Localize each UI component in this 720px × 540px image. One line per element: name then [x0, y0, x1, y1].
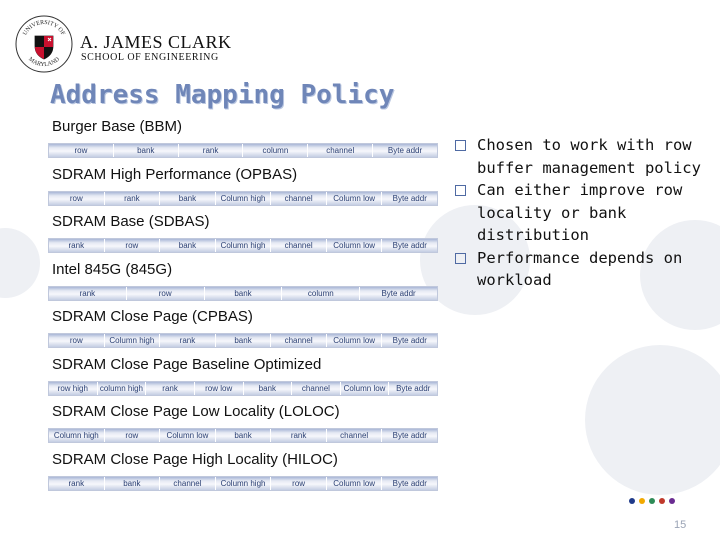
- bullet-item: [455, 134, 715, 179]
- address-field: rank: [179, 144, 244, 157]
- address-field: row: [127, 287, 205, 300]
- address-field: bank: [105, 477, 161, 490]
- bullet-box-icon: [455, 253, 466, 264]
- decorative-dot: [629, 498, 635, 504]
- bullet-box-icon: [455, 140, 466, 151]
- seal-bottom-text: MARYLAND: [27, 56, 61, 69]
- address-field: column high: [98, 382, 147, 395]
- address-field: column: [243, 144, 308, 157]
- address-field-bar: [48, 143, 438, 158]
- policy-label: Burger Base (BBM): [52, 118, 183, 135]
- address-field: Byte addr: [381, 288, 416, 298]
- address-field: Column low: [341, 382, 390, 395]
- bullet-item: [455, 179, 715, 247]
- address-field: rank: [105, 192, 161, 205]
- address-field: Byte addr: [392, 431, 427, 440]
- address-field: channel: [271, 334, 327, 347]
- address-field: channel: [271, 239, 327, 252]
- address-field: rank: [49, 477, 105, 490]
- bullet-text: Performance depends on workload: [477, 248, 683, 289]
- policy-label: SDRAM Close Page (CPBAS): [52, 308, 253, 325]
- bullet-text: Can either improve row locality or bank distribution: [477, 181, 683, 244]
- address-field: Column high: [49, 429, 105, 442]
- bullet-item: [455, 247, 715, 292]
- address-field-bar: [48, 238, 438, 253]
- address-field: channel: [160, 477, 216, 490]
- address-field: Column low: [327, 334, 383, 347]
- address-field: Column high: [216, 192, 272, 205]
- address-field: Column high: [216, 477, 272, 490]
- address-field: row: [105, 429, 161, 442]
- address-field: Column low: [160, 429, 216, 442]
- decorative-dot: [639, 498, 645, 504]
- address-field: Byte addr: [392, 336, 427, 345]
- address-field: bank: [216, 334, 272, 347]
- address-field: bank: [205, 287, 283, 300]
- address-field-bar: [48, 428, 438, 443]
- policy-label: SDRAM Base (SDBAS): [52, 213, 210, 230]
- decorative-dot: [649, 498, 655, 504]
- bg-circle-left: [0, 228, 40, 298]
- address-field: row: [271, 477, 327, 490]
- address-field: channel: [271, 192, 327, 205]
- policy-label: SDRAM Close Page Baseline Optimized: [52, 355, 322, 373]
- address-field: bank: [160, 239, 216, 252]
- address-field: channel: [327, 429, 383, 442]
- address-field: Column low: [327, 192, 383, 205]
- address-field-bar: [48, 381, 438, 396]
- slide-title: Address Mapping Policy: [50, 80, 395, 110]
- address-field: bank: [244, 382, 293, 395]
- address-field: Column low: [327, 239, 383, 252]
- address-field: bank: [114, 144, 179, 157]
- address-field: row low: [195, 382, 244, 395]
- seal-top-text: UNIVERSITY OF: [22, 19, 66, 37]
- address-field: rank: [160, 334, 216, 347]
- decorative-dot: [659, 498, 665, 504]
- policy-label: Intel 845G (845G): [52, 260, 173, 278]
- address-field-bar: [48, 333, 438, 348]
- address-field: rank: [271, 429, 327, 442]
- decorative-dots: [629, 498, 675, 504]
- address-field: Byte addr: [387, 146, 423, 155]
- policy-label: SDRAM Close Page Low Locality (LOLOC): [52, 403, 340, 420]
- address-field: channel: [308, 144, 373, 157]
- logo-title: A. JAMES CLARK: [80, 32, 232, 52]
- address-field: row: [49, 144, 114, 157]
- policy-label: SDRAM Close Page High Locality (HILOC): [52, 450, 338, 468]
- logo-subtitle: SCHOOL OF ENGINEERING: [81, 52, 219, 63]
- address-field: Column high: [105, 334, 161, 347]
- address-field: Column high: [216, 239, 272, 252]
- address-field-bar: [48, 286, 438, 301]
- address-field: Byte addr: [396, 383, 431, 393]
- address-field: channel: [292, 382, 341, 395]
- bg-circle-lower: [585, 345, 720, 495]
- address-field: Byte addr: [392, 193, 427, 203]
- address-field: column: [282, 287, 360, 300]
- address-field: Byte addr: [392, 478, 427, 488]
- address-field: row: [49, 334, 105, 347]
- bullet-list: [455, 134, 715, 292]
- decorative-dot: [669, 498, 675, 504]
- bullet-box-icon: [455, 185, 466, 196]
- address-field: bank: [160, 192, 216, 205]
- page-number: 15: [674, 519, 687, 531]
- address-field: row high: [49, 382, 98, 395]
- address-field: row: [105, 239, 161, 252]
- address-field: Byte addr: [392, 241, 427, 250]
- address-field: rank: [49, 239, 105, 252]
- policy-label: SDRAM High Performance (OPBAS): [52, 165, 298, 183]
- university-seal-icon: [14, 14, 74, 74]
- address-field: Column low: [327, 477, 383, 490]
- address-field-bar: [48, 191, 438, 206]
- address-field: rank: [49, 287, 127, 300]
- bullet-text: Chosen to work with row buffer management policy: [477, 136, 701, 177]
- address-field: rank: [146, 382, 195, 395]
- address-field: bank: [216, 429, 272, 442]
- address-field: row: [49, 192, 105, 205]
- address-field-bar: [48, 476, 438, 491]
